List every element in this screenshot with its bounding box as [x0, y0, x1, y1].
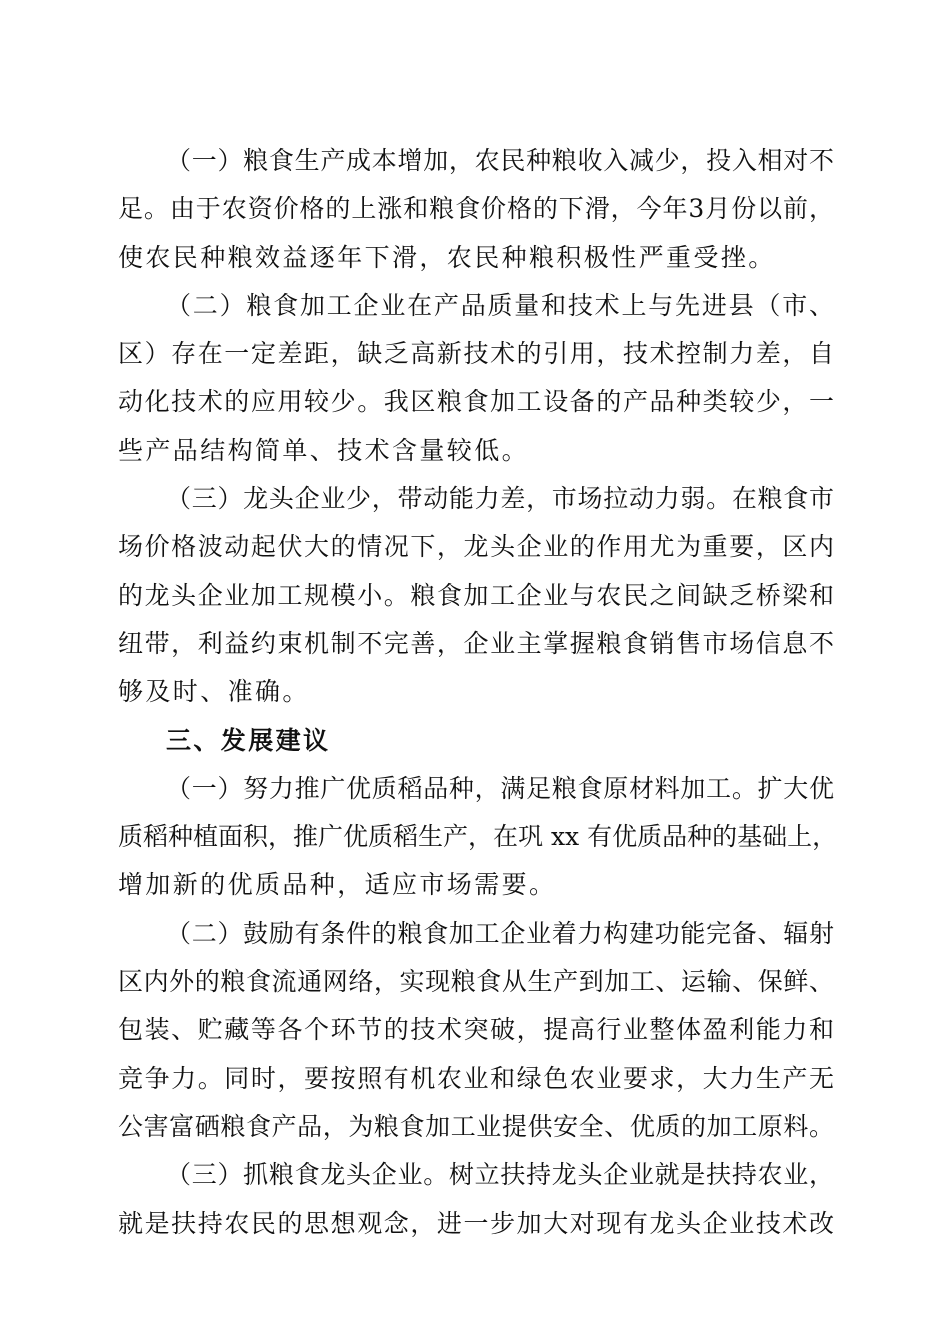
paragraph-distribution-network	[118, 910, 834, 1151]
paragraph-line: 些产品结构简单、技术含量较低。	[118, 435, 530, 465]
paragraph-support-enterprises	[118, 1151, 834, 1248]
paragraph-line: （三）抓粮食龙头企业。树立扶持龙头企业就是扶持农业，	[166, 1160, 834, 1190]
paragraph-line: 足。由于农资价格的上涨和粮食价格的下滑，今年3月份以前，	[118, 194, 834, 224]
paragraph-line: 增加新的优质品种，适应市场需要。	[118, 870, 557, 900]
paragraph-line: 就是扶持农民的思想观念，进一步加大对现有龙头企业技术改	[118, 1208, 834, 1238]
paragraph-line: 动化技术的应用较少。我区粮食加工设备的产品种类较少，一	[118, 387, 834, 417]
paragraph-line: （二）粮食加工企业在产品质量和技术上与先进县（市、	[166, 290, 834, 320]
paragraph-line: 的龙头企业加工规模小。粮食加工企业与农民之间缺乏桥梁和	[118, 580, 834, 610]
paragraph-line: （一）努力推广优质稻品种，满足粮食原材料加工。扩大优	[166, 773, 834, 803]
paragraph-line: 够及时、准确。	[118, 677, 310, 707]
document-body	[118, 137, 838, 1248]
paragraph-line: 公害富硒粮食产品，为粮食加工业提供安全、优质的加工原料。	[118, 1111, 834, 1141]
paragraph-line: （二）鼓励有条件的粮食加工企业着力构建功能完备、辐射	[166, 918, 834, 948]
paragraph-line: 使农民种粮效益逐年下滑，农民种粮积极性严重受挫。	[118, 242, 776, 272]
paragraph-processing-gap	[118, 282, 834, 475]
paragraph-line: （三）龙头企业少，带动能力差，市场拉动力弱。在粮食市	[166, 484, 834, 514]
paragraph-line: 场价格波动起伏大的情况下，龙头企业的作用尤为重要，区内	[118, 532, 834, 562]
paragraph-grain-cost	[118, 137, 834, 282]
section-heading: 三、发展建议	[166, 725, 331, 755]
paragraph-line: 纽带，利益约束机制不完善，企业主掌握粮食销售市场信息不	[118, 628, 834, 658]
paragraph-line: 质稻种植面积，推广优质稻生产，在巩 xx 有优质品种的基础上，	[118, 822, 838, 852]
paragraph-line: （一）粮食生产成本增加，农民种粮收入减少，投入相对不	[166, 146, 834, 175]
paragraph-line: 区）存在一定差距，缺乏高新技术的引用，技术控制力差，自	[118, 339, 834, 369]
paragraph-line: 区内外的粮食流通网络，实现粮食从生产到加工、运输、保鲜、	[118, 967, 834, 997]
paragraph-quality-rice	[118, 765, 838, 910]
paragraph-line: 竞争力。同时，要按照有机农业和绿色农业要求，大力生产无	[118, 1063, 834, 1093]
paragraph-leading-enterprises	[118, 475, 834, 716]
paragraph-line: 包装、贮藏等各个环节的技术突破，提高行业整体盈利能力和	[118, 1015, 834, 1045]
